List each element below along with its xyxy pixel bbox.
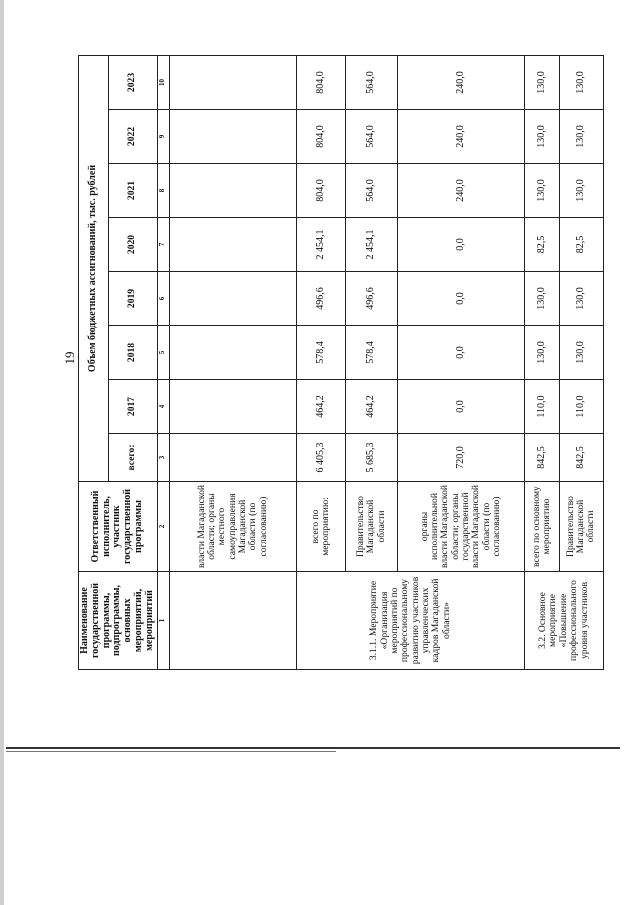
value-cell: 110,0 bbox=[559, 380, 603, 434]
responsible-cell: всего по мероприятию: bbox=[297, 482, 346, 572]
scan-artifact-line bbox=[6, 751, 336, 752]
column-number: 10 bbox=[157, 55, 169, 109]
header-year: 2022 bbox=[108, 110, 157, 164]
header-year: 2019 bbox=[108, 272, 157, 326]
value-cell: 130,0 bbox=[525, 326, 559, 380]
value-cell: 720,0 bbox=[397, 434, 525, 482]
header-budget-group: Объем бюджетных ассигнований, тыс. рублей bbox=[79, 55, 109, 481]
column-number: 4 bbox=[157, 380, 169, 434]
value-cell: 564,0 bbox=[346, 55, 398, 109]
value-cell: 0,0 bbox=[397, 272, 525, 326]
value-cell: 2 454,1 bbox=[346, 218, 398, 272]
value-cell: 130,0 bbox=[559, 55, 603, 109]
scan-edge bbox=[0, 0, 4, 905]
value-cell: 2 454,1 bbox=[297, 218, 346, 272]
header-year: 2018 bbox=[108, 326, 157, 380]
responsible-cell: Правительство Магаданской области bbox=[559, 482, 603, 572]
value-cell: 130,0 bbox=[525, 110, 559, 164]
value-cell: 804,0 bbox=[297, 55, 346, 109]
header-responsible: Ответственный исполнитель, участник государственной программы bbox=[79, 482, 158, 572]
header-year: 2021 bbox=[108, 164, 157, 218]
scan-artifact-line bbox=[6, 747, 620, 749]
value-cell: 110,0 bbox=[525, 380, 559, 434]
value-cell: 240,0 bbox=[397, 164, 525, 218]
value-cell: 578,4 bbox=[297, 326, 346, 380]
value-cell: 130,0 bbox=[559, 164, 603, 218]
value-cell: 130,0 bbox=[559, 110, 603, 164]
value-cell: 0,0 bbox=[397, 380, 525, 434]
responsible-cell: власти Магаданской области; органы местного самоуправления Магаданской области (по согласованию) bbox=[169, 482, 297, 572]
header-total: всего: bbox=[108, 434, 157, 482]
column-number: 8 bbox=[157, 164, 169, 218]
value-cell: 564,0 bbox=[346, 110, 398, 164]
column-number: 3 bbox=[157, 434, 169, 482]
value-cell: 240,0 bbox=[397, 55, 525, 109]
value-cell: 804,0 bbox=[297, 110, 346, 164]
column-number: 9 bbox=[157, 110, 169, 164]
column-number: 5 bbox=[157, 326, 169, 380]
column-number: 6 bbox=[157, 272, 169, 326]
table-row bbox=[297, 55, 346, 669]
page-number: 19 bbox=[62, 351, 77, 365]
column-number: 1 bbox=[157, 572, 169, 670]
value-cell: 496,6 bbox=[297, 272, 346, 326]
table-row bbox=[525, 55, 559, 669]
value-cell: 130,0 bbox=[559, 272, 603, 326]
responsible-cell: органы исполнительной власти Магаданской области; органы государственной власти Магаданской области (по согласованию) bbox=[397, 482, 525, 572]
value-cell: 6 405,3 bbox=[297, 434, 346, 482]
budget-table bbox=[78, 55, 604, 670]
value-cell: 130,0 bbox=[525, 164, 559, 218]
table-row bbox=[169, 55, 297, 669]
value-cell: 464,2 bbox=[346, 380, 398, 434]
value-cell: 5 685,3 bbox=[346, 434, 398, 482]
value-cell: 842,5 bbox=[525, 434, 559, 482]
header-year: 2023 bbox=[108, 55, 157, 109]
column-number: 2 bbox=[157, 482, 169, 572]
value-cell: 496,6 bbox=[346, 272, 398, 326]
value-cell: 240,0 bbox=[397, 110, 525, 164]
header-year: 2017 bbox=[108, 380, 157, 434]
name-cell: 3.1.1. Мероприятие «Организация мероприятий по профессиональному развитию участников управленческих кадров Магаданской области» bbox=[297, 572, 525, 670]
value-cell: 130,0 bbox=[525, 55, 559, 109]
header-name: Наименование государственной программы, подпрограммы, основных мероприятий, мероприятий bbox=[79, 572, 158, 670]
name-cell bbox=[169, 572, 297, 670]
rotated-page bbox=[62, 38, 597, 678]
value-cell: 804,0 bbox=[297, 164, 346, 218]
value-cell: 464,2 bbox=[297, 380, 346, 434]
column-number: 7 bbox=[157, 218, 169, 272]
value-cell: 842,5 bbox=[559, 434, 603, 482]
responsible-cell: всего по основному мероприятию bbox=[525, 482, 559, 572]
value-cell: 0,0 bbox=[397, 218, 525, 272]
value-cell: 130,0 bbox=[559, 326, 603, 380]
value-cell: 578,4 bbox=[346, 326, 398, 380]
name-cell: 3.2. Основное мероприятие «Повышение профессионального уровня участников bbox=[525, 572, 604, 670]
responsible-cell: Правительство Магаданской области bbox=[346, 482, 398, 572]
value-cell: 82,5 bbox=[525, 218, 559, 272]
value-cell: 564,0 bbox=[346, 164, 398, 218]
value-cell: 0,0 bbox=[397, 326, 525, 380]
value-cell: 130,0 bbox=[525, 272, 559, 326]
value-cell: 82,5 bbox=[559, 218, 603, 272]
header-year: 2020 bbox=[108, 218, 157, 272]
